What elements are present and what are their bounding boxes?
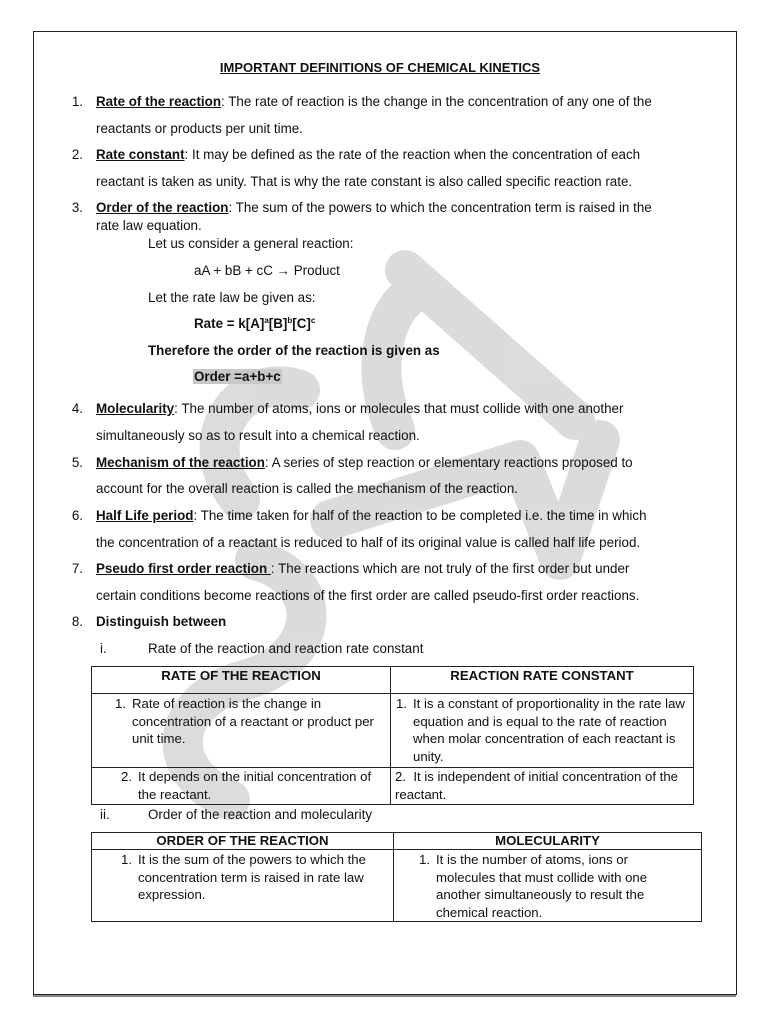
comparison-table-order <box>91 832 702 922</box>
item-1-number: 1. <box>71 94 83 109</box>
item-4-text: : The number of atoms, ions or molecules that must collide with one another <box>174 401 624 416</box>
exponent-c: c <box>310 316 316 325</box>
rate-law-c: [C] <box>292 316 311 331</box>
item-7-line2: certain conditions become reactions of the first order are called pseudo-first order reactions. <box>96 588 640 603</box>
item-7-number: 7. <box>71 561 83 576</box>
rate-law-equation <box>194 316 315 331</box>
table2-cell-r1c2 <box>394 850 702 922</box>
item-7-line1 <box>96 561 629 576</box>
sub-ii-number: ii. <box>100 807 110 822</box>
order-highlight: Order =a+b+c <box>194 369 281 384</box>
item-7-text: : The reactions which are not truly of the first order but under <box>270 561 630 576</box>
table1-cell-r2c1 <box>92 768 391 804</box>
table-row <box>92 850 702 922</box>
table1-r2c2-text: It is independent of initial concentration of the reactant. <box>395 769 678 802</box>
table-row <box>92 768 694 804</box>
item-5-line1 <box>96 455 633 470</box>
table1-header-constant: REACTION RATE CONSTANT <box>391 667 694 694</box>
table2-r1c2-text: It is the number of atoms, ions or molecules that must collide with one another simultaneously to result the chemical reaction. <box>436 852 648 920</box>
item-4-line1 <box>96 401 623 416</box>
table1-r2c1-number: 2. <box>121 769 132 785</box>
item-3-term: Order of the reaction <box>96 200 229 215</box>
item-5-text: : A series of step reaction or elementary reactions proposed to <box>264 455 633 470</box>
item-1-line1 <box>96 94 652 109</box>
table1-r1c1-number: 1. <box>115 696 126 711</box>
exponent-a: a <box>264 316 269 325</box>
table1-cell-r1c2 <box>391 694 694 768</box>
table-row <box>92 694 694 768</box>
table2-cell-r1c1 <box>92 850 394 922</box>
order-equation <box>193 369 282 384</box>
item-6-term: Half Life period <box>96 508 194 523</box>
comparison-table-rate <box>91 666 694 805</box>
item-3-line1 <box>96 200 652 215</box>
item-4-number: 4. <box>71 401 83 416</box>
item-5-number: 5. <box>71 455 83 470</box>
table2-r1c1-text: It is the sum of the powers to which the concentration term is raised in rate law expression. <box>138 852 366 903</box>
item-5-line2: account for the overall reaction is called the mechanism of the reaction. <box>96 481 519 496</box>
sub-i-number: i. <box>100 641 107 656</box>
table1-r2c2-number: 2. <box>395 769 406 785</box>
rate-law-b: [B] <box>268 316 288 331</box>
item-2-line1 <box>96 147 640 162</box>
item-3-number: 3. <box>71 200 83 215</box>
item-6-text: : The time taken for half of the reaction to be completed i.e. the time in which <box>193 508 647 523</box>
item-1-line2: reactants or products per unit time. <box>96 121 303 136</box>
item-1-term: Rate of the reaction <box>96 94 222 109</box>
item-2-line2: reactant is taken as unity. That is why the rate constant is also called specific reaction rate. <box>96 174 633 189</box>
exponent-b: b <box>287 316 293 325</box>
table1-r1c2-number: 1. <box>396 696 407 711</box>
item-3-text: : The sum of the powers to which the concentration term is raised in the <box>228 200 652 215</box>
general-reaction-equation: aA + bB + cC → Product <box>194 263 340 278</box>
sub-ii-label: Order of the reaction and molecularity <box>148 807 373 822</box>
table1-r1c1-text: Rate of reaction is the change in concentration of a reactant or product per unit time. <box>132 696 374 747</box>
item-3-line2: rate law equation. <box>96 218 202 233</box>
table1-r2c1-text: It depends on the initial concentration of the reactant. <box>138 769 372 802</box>
item-6-line1 <box>96 508 647 523</box>
table1-header-rate: RATE OF THE REACTION <box>92 667 391 694</box>
rate-law-intro: Let the rate law be given as: <box>148 290 316 305</box>
page-title: IMPORTANT DEFINITIONS OF CHEMICAL KINETICS <box>219 60 541 75</box>
rate-law-prefix: Rate = k[A] <box>194 316 265 331</box>
item-4-term: Molecularity <box>96 401 175 416</box>
table2-r1c2-number: 1. <box>419 852 430 867</box>
item-6-line2: the concentration of a reactant is reduced to half of its original value is called half life period. <box>96 535 641 550</box>
item-2-number: 2. <box>71 147 83 162</box>
item-7-term: Pseudo first order reaction <box>96 561 271 576</box>
table1-cell-r2c2 <box>391 768 694 804</box>
general-reaction-intro: Let us consider a general reaction: <box>148 236 354 251</box>
item-6-number: 6. <box>71 508 83 523</box>
table2-header-molecularity: MOLECULARITY <box>394 833 702 850</box>
page-border-shadow <box>33 995 736 997</box>
item-4-line2: simultaneously so as to result into a chemical reaction. <box>96 428 420 443</box>
item-2-text: : It may be defined as the rate of the reaction when the concentration of each <box>184 147 641 162</box>
order-therefore: Therefore the order of the reaction is given as <box>148 343 440 358</box>
table2-r1c1-number: 1. <box>121 852 132 867</box>
table1-cell-r1c1 <box>92 694 391 768</box>
item-2-term: Rate constant <box>96 147 185 162</box>
item-5-term: Mechanism of the reaction <box>96 455 265 470</box>
item-8-term: Distinguish between <box>96 614 227 629</box>
item-8-number: 8. <box>71 614 83 629</box>
table2-header-order: ORDER OF THE REACTION <box>92 833 394 850</box>
item-1-text: : The rate of reaction is the change in the concentration of any one of the <box>221 94 652 109</box>
table1-r1c2-text: It is a constant of proportionality in the rate law equation and is equal to the rate of reaction when molar concentration of each reactant is unity. <box>413 696 685 764</box>
sub-i-label: Rate of the reaction and reaction rate constant <box>148 641 424 656</box>
